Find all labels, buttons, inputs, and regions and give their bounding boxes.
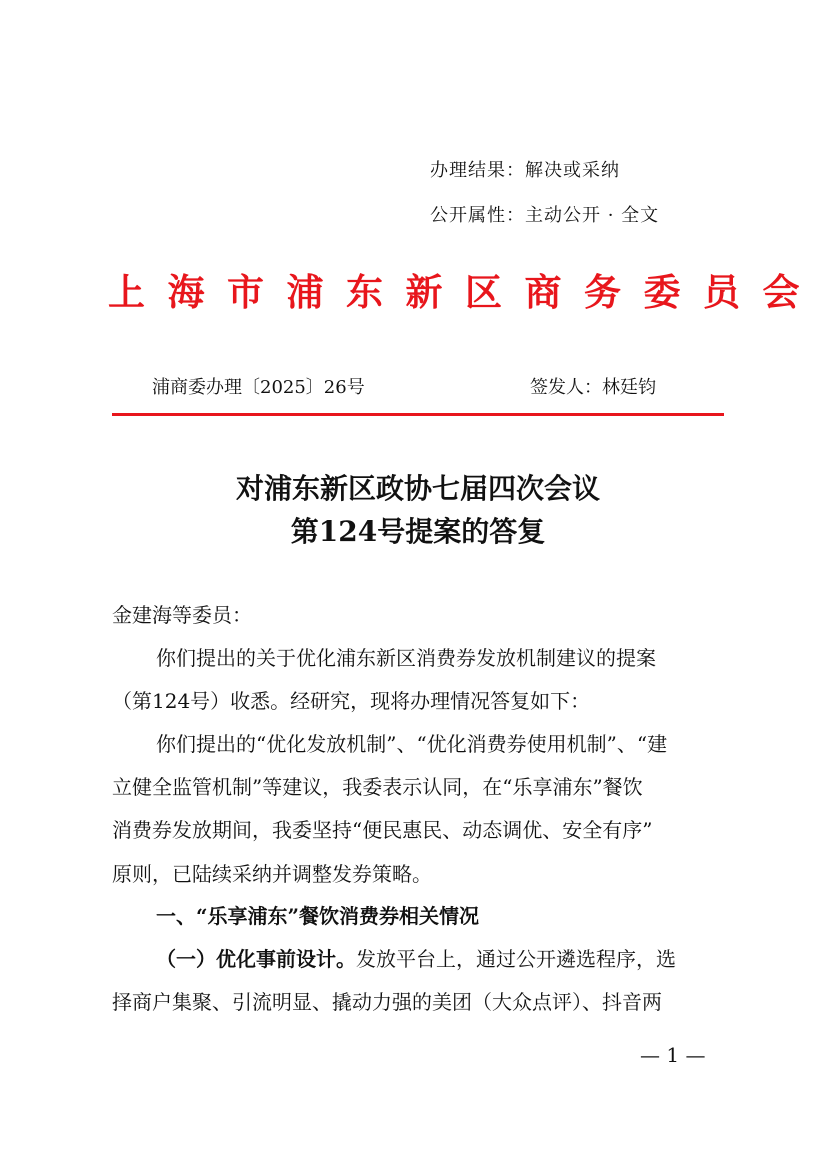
paragraph-2-line-1: 你们提出的“优化发放机制”、“优化消费券使用机制”、“建 bbox=[156, 732, 668, 756]
paragraph-1-line-1: 你们提出的关于优化浦东新区消费券发放机制建议的提案 bbox=[156, 646, 656, 670]
subsection-1-line-2: 择商户集聚、引流明显、撬动力强的美团（大众点评）、抖音两 bbox=[112, 990, 662, 1015]
paragraph-2-line-3: 消费券发放期间，我委坚持“便民惠民、动态调优、安全有序” bbox=[112, 818, 653, 843]
page-number: — 1 — bbox=[640, 1043, 706, 1067]
issuer: 签发人：林廷钧 bbox=[530, 377, 656, 398]
subsection-1-line-1 bbox=[112, 938, 724, 981]
document-title-line-1: 对浦东新区政协七届四次会议 bbox=[235, 472, 600, 505]
salutation: 金建海等委员： bbox=[112, 603, 252, 627]
organization-title: 上海市浦东新区商务委员会 bbox=[108, 270, 822, 314]
handling-result: 办理结果：解决或采纳 bbox=[430, 160, 620, 181]
public-attribute: 公开属性：主动公开 · 全文 bbox=[430, 205, 660, 226]
section-1-heading: 一、“乐享浦东”餐饮消费券相关情况 bbox=[156, 904, 480, 928]
paragraph-1 bbox=[112, 637, 724, 723]
subsection-1 bbox=[112, 938, 724, 1024]
document-number: 浦商委办理〔2025〕26号 bbox=[152, 377, 365, 398]
paragraph-2 bbox=[112, 723, 724, 896]
paragraph-2-line-4: 原则，已陆续采纳并调整发券策略。 bbox=[112, 861, 432, 886]
subsection-1-heading: （一）优化事前设计。 bbox=[156, 947, 356, 971]
document-title-line-2: 第124号提案的答复 bbox=[290, 515, 546, 548]
red-divider bbox=[112, 413, 724, 416]
paragraph-2-line-2: 立健全监管机制”等建议，我委表示认同，在“乐享浦东”餐饮 bbox=[112, 775, 643, 800]
paragraph-1-line-2: （第124号）收悉。经研究，现将办理情况答复如下： bbox=[112, 689, 591, 714]
subsection-1-text: 发放平台上，通过公开遴选程序，选 bbox=[356, 947, 676, 971]
